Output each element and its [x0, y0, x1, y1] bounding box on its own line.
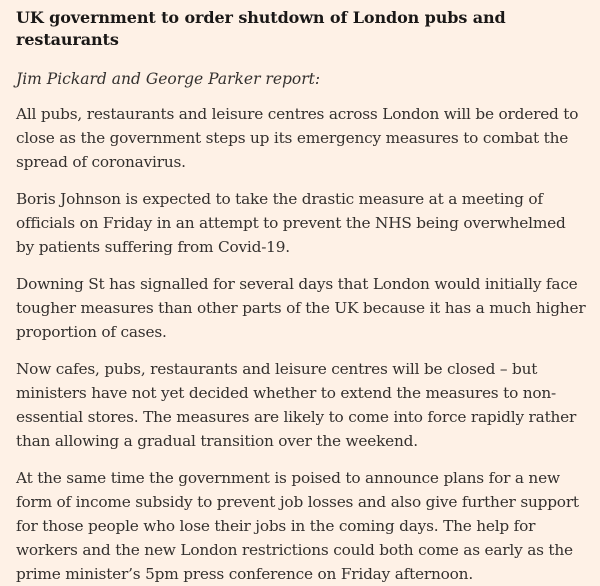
article-paragraph-2: Boris Johnson is expected to take the drastic measure at a meeting of officials on Friday in an attempt to prevent the NHS being overwhelmed by patients suffering from Covid-19.: [16, 190, 566, 256]
article-paragraph-4: Now cafes, pubs, restaurants and leisure centres will be closed – but ministers have not yet decided whether to extend the measures to non-essential stores. The measures are likely to come into force rapidly rather than allowing a gradual transition over the weekend.: [16, 360, 577, 450]
article-paragraph-3: Downing St has signalled for several days that London would initially face tougher measures than other parts of the UK because it has a much higher proportion of cases.: [16, 275, 586, 341]
article-paragraph-1: All pubs, restaurants and leisure centres across London will be ordered to close as the government steps up its emergency measures to combat the spread of coronavirus.: [16, 105, 579, 171]
article-paragraph-5: At the same time the government is poised to announce plans for a new form of income subsidy to prevent job losses and also give further support for those people who lose their jobs in the coming days. The help for workers and the new London restrictions could both come as early as the prime minister’s 5pm press conference on Friday afternoon.: [16, 469, 579, 583]
article-byline: Jim Pickard and George Parker report:: [16, 70, 321, 88]
article-headline: UK government to order shutdown of London pubs and restaurants: [16, 8, 506, 49]
